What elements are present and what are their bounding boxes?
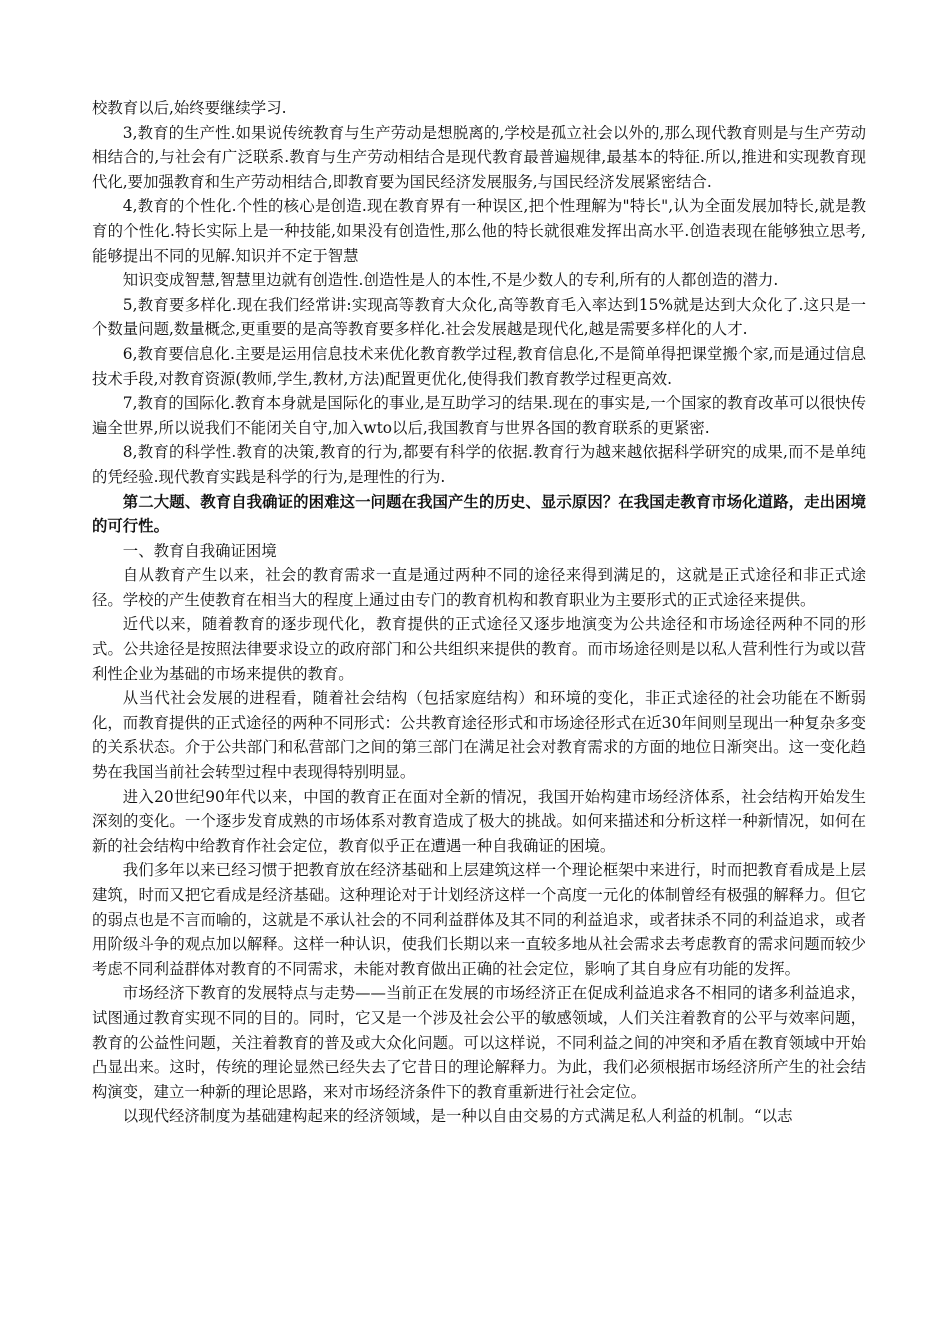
body-paragraph: 自从教育产生以来，社会的教育需求一直是通过两种不同的途径来得到满足的，这就是正式途径和非正式途径。学校的产生使教育在相当大的程度上通过由专门的教育机构和教育职业为主要形式的正式途径来提供。	[92, 566, 866, 609]
body-paragraph: 市场经济下教育的发展特点与走势——当前正在发展的市场经济正在促成利益追求各不相同的诸多利益追求，试图通过教育实现不同的目的。同时，它又是一个涉及社会公平的敏感领域，人们关注着教育的公平与效率问题，教育的公益性问题，关注着教育的普及或大众化问题。可以这样说，不同利益之间的冲突和矛盾在教育领域中开始凸显出来。这时，传统的理论显然已经失去了它昔日的理论解释力。为此，我们必须根据市场经济所产生的社会结构演变，建立一种新的理论思路，来对市场经济条件下的教育重新进行社会定位。	[92, 984, 866, 1101]
body-paragraph: 一、教育自我确证困境	[122, 541, 277, 560]
body-paragraph: 4,教育的个性化.个性的核心是创造.现在教育界有一种误区,把个性理解为"特长",认为全面发展加特长,就是教育的个性化.特长实际上是一种技能,如果没有创造性,那么他的特长就很难发挥出高水平.创造表现在能够独立思考,能够提出不同的见解.知识并不定于智慧	[92, 197, 866, 265]
body-paragraph: 我们多年以来已经习惯于把教育放在经济基础和上层建筑这样一个理论框架中来进行，时而把教育看成是上层建筑，时而又把它看成是经济基础。这种理论对于计划经济这样一个高度一元化的体制曾经有极强的解释力。但它的弱点也是不言而喻的，这就是不承认社会的不同利益群体及其不同的利益追求，或者抹杀不同的利益追求，或者用阶级斗争的观点加以解释。这样一种认识，使我们长期以来一直较多地从社会需求去考虑教育的需求问题而较少考虑不同利益群体对教育的不同需求，未能对教育做出正确的社会定位，影响了其自身应有功能的发挥。	[92, 861, 866, 978]
body-paragraph: 7,教育的国际化.教育本身就是国际化的事业,是互助学习的结果.现在的事实是,一个国家的教育改革可以很快传遍全世界,所以说我们不能闭关自守,加入wto以后,我国教育与世界各国的教育联系的更紧密.	[92, 394, 866, 437]
body-paragraph: 6,教育要信息化.主要是运用信息技术来优化教育教学过程,教育信息化,不是简单得把课堂搬个家,而是通过信息技术手段,对教育资源(教师,学生,教材,方法)配置更优化,使得我们教育教学过程更高效.	[92, 344, 866, 388]
body-paragraph: 5,教育要多样化.现在我们经常讲:实现高等教育大众化,高等教育毛入率达到15%就是达到大众化了.这只是一个数量问题,数量概念,更重要的是高等教育要多样化.社会发展越是现代化,越是需要多样化的人才.	[92, 295, 866, 339]
body-paragraph: 进入20世纪90年代以来，中国的教育正在面对全新的情况，我国开始构建市场经济体系，社会结构开始发生深刻的变化。一个逐步发育成熟的市场体系对教育造成了极大的挑战。如何来描述和分析这样一种新情况，如何在新的社会结构中给教育作社会定位，教育似乎正在遭遇一种自我确证的困境。	[92, 787, 866, 855]
body-paragraph: 近代以来，随着教育的逐步现代化，教育提供的正式途径又逐步地演变为公共途径和市场途径两种不同的形式。公共途径是按照法律要求设立的政府部门和公共组织来提供的教育。而市场途径则是以私人营利性行为或以营利性企业为基础的市场来提供的教育。	[92, 615, 866, 683]
document-page	[92, 96, 866, 1129]
body-paragraph: 以现代经济制度为基础建构起来的经济领域，是一种以自由交易的方式满足私人利益的机制。“以志	[122, 1107, 793, 1126]
body-paragraph: 3,教育的生产性.如果说传统教育与生产劳动是想脱离的,学校是孤立社会以外的,那么现代教育则是与生产劳动相结合的,与社会有广泛联系.教育与生产劳动相结合是现代教育最普遍规律,最基本的特征.所以,推进和实现教育现代化,要加强教育和生产劳动相结合,即教育要为国民经济发展服务,与国民经济发展紧密结合.	[92, 123, 866, 191]
body-paragraph: 知识变成智慧,智慧里边就有创造性.创造性是人的本性,不是少数人的专利,所有的人都创造的潜力.	[122, 271, 779, 290]
body-paragraph: 8,教育的科学性.教育的决策,教育的行为,都要有科学的依据.教育行为越来越依据科学研究的成果,而不是单纯的凭经验.现代教育实践是科学的行为,是理性的行为.	[92, 443, 866, 486]
section-heading: 第二大题、教育自我确证的困难这一问题在我国产生的历史、显示原因？在我国走教育市场化道路，走出困境的可行性。	[92, 492, 866, 536]
body-paragraph: 校教育以后,始终要继续学习.	[92, 99, 287, 117]
body-paragraph: 从当代社会发展的进程看，随着社会结构（包括家庭结构）和环境的变化，非正式途径的社会功能在不断弱化，而教育提供的正式途径的两种不同形式：公共教育途径形式和市场途径形式在近30年间则呈现出一种复杂多变的关系状态。介于公共部门和私营部门之间的第三部门在满足社会对教育需求的方面的地位日渐突出。这一变化趋势在我国当前社会转型过程中表现得特别明显。	[92, 689, 866, 782]
